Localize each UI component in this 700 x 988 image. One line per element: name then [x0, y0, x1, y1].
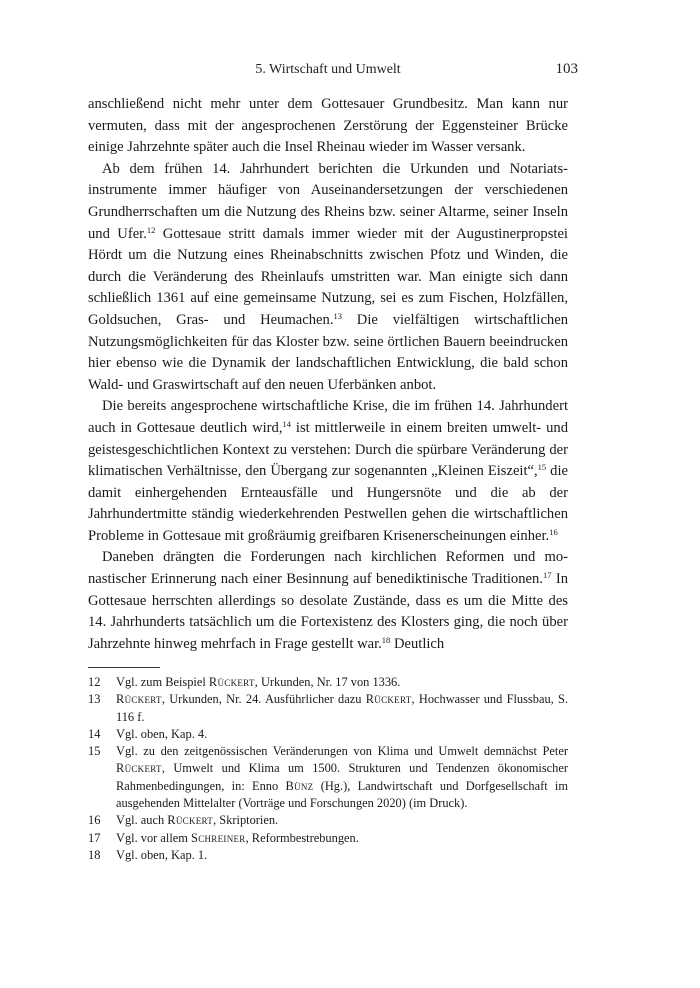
footnote-number: 18	[88, 847, 101, 862]
author-name: Rückert	[116, 692, 162, 707]
text-run: Daneben drängten die Forderungen nach kirchlichen Reformen und monastischer Erinnerung nach einer Besinnung auf benediktinische Traditionen.	[88, 549, 568, 588]
footnote-ref: 12	[146, 224, 156, 235]
footnote-number: 14	[88, 726, 101, 741]
footnote	[88, 830, 568, 847]
footnote	[88, 674, 568, 691]
text-run: anschließend nicht mehr unter dem Gottesauer Grundbesitz. Man kann nur vermuten, dass mit der angesprochenen Zerstörung der Eggensteiner Brücke einige Jahrzehnte später auch die Insel Rheinau wieder im Wasser versank.	[88, 96, 568, 156]
footnote-text	[116, 726, 568, 743]
footnote	[88, 847, 568, 864]
text-run: (Hg.), Landwirtschaft und Dorfgesellschaft im ausgehenden Mittelalter (Vorträge und Forschungen 2020) (im Druck).	[116, 778, 569, 811]
footnote	[88, 691, 568, 726]
text-run: , Reformbestrebungen.	[245, 830, 359, 845]
footnote-divider	[88, 667, 160, 668]
footnote-text	[116, 743, 568, 812]
paragraph	[88, 547, 568, 655]
chapter-title: 5. Wirtschaft und Umwelt	[255, 62, 401, 77]
footnote-text	[116, 830, 568, 847]
author-name: Schreiner	[191, 830, 246, 845]
author-name: Bünz	[285, 778, 314, 793]
text-run: In Gottesaue herrschten allerdings so desolate Zustände, dass es um die Mitte des 14. Jahrhunderts tatsächlich um die Fortexistenz des Klosters ging, die noch über Jahrzehnte hinweg mehrfach in Frage gestellt war.	[88, 571, 568, 652]
paragraph	[88, 94, 568, 159]
text-run: , Hochwasser und Flussbau, S. 116 f.	[116, 692, 569, 724]
text-run: , Umwelt und Klima um 1500. Strukturen und Tendenzen ökonomischer Rahmenbedingungen, in: Enno	[116, 761, 568, 793]
footnote-ref: 17	[542, 570, 552, 581]
page-number: 103	[555, 61, 578, 77]
main-text	[88, 94, 568, 655]
text-run: Ab dem frühen 14. Jahrhundert berichten die Urkunden und Notariatsinstrumente immer häufiger von Auseinandersetzungen der verschiedenen Grundherrschaften um die Nutzung des Rheins bzw. seiner Altarme, seiner Inseln und Ufer.	[88, 160, 568, 242]
footnote-ref: 16	[549, 526, 558, 537]
text-run: , Urkunden, Nr. 24. Ausführlicher dazu	[161, 692, 366, 707]
footnote-number: 13	[88, 692, 101, 707]
text-run: Vgl. oben, Kap. 4.	[116, 726, 208, 741]
footnote	[88, 743, 568, 812]
author-name: Rückert	[116, 761, 162, 776]
footnotes	[88, 674, 568, 864]
footnote-text	[116, 812, 568, 829]
footnote-number: 16	[88, 813, 101, 828]
text-run: Deutlich	[390, 635, 445, 652]
footnote	[88, 726, 568, 743]
text-run: Gottesaue stritt damals immer wieder mit der Augustinerpropstei Hördt um die Nutzung eines Rheinabschnitts zwischen Pfotz und Winden, die durch die Veränderung des Rheinlaufs umstritten war. Man einigte sich dann schließlich 1361 auf eine gemeinsame Nutzung, sei es zum Fischen, Holzfällen, Goldsuchen, Gras- und Heumachen.	[88, 225, 568, 328]
paragraph	[88, 396, 568, 547]
footnote-ref: 15	[537, 462, 547, 473]
footnote-number: 15	[88, 744, 101, 759]
text-run: Vgl. auch	[116, 813, 168, 828]
text-run: Vgl. zum Beispiel	[116, 675, 209, 689]
author-name: Rückert	[208, 675, 255, 689]
footnote-number: 12	[88, 675, 101, 689]
footnote-text	[116, 847, 568, 864]
footnote	[88, 812, 568, 829]
text-run: Die bereits angesprochene wirtschaftliche Krise, die im frühen 14. Jahrhundert auch in Gottesaue deutlich wird,	[88, 398, 568, 436]
footnote-text	[116, 691, 568, 726]
author-name: Rückert	[167, 813, 214, 828]
text-run: die damit einhergehenden Ernteausfälle und Hungersnöte und die ab der Jahrhundertmitte ständig wiederkehrenden Pestwellen gehen die wirtschaftlichen Probleme in Gottesaue mit großräumig greifbaren Krisenerscheinungen einher.	[88, 463, 568, 544]
footnote-ref: 18	[381, 634, 391, 645]
text-run: Vgl. zu den zeitgenössischen Veränderungen von Klima und Umwelt demnächst Peter	[116, 744, 568, 759]
author-name: Rückert	[365, 692, 412, 707]
footnote-number: 17	[88, 830, 101, 845]
text-run: Vgl. oben, Kap. 1.	[116, 847, 208, 862]
text-run: , Skriptorien.	[213, 813, 279, 828]
text-run: ist mittlerweile in einem breiten umwelt- und geistesgeschichtlichen Kontext zu verstehen: Durch die spürbare Veränderung der klimatischen Verhältnisse, den Übergang zur sogenannten „Kleinen Eiszeit“,	[88, 419, 569, 480]
text-run: Die vielfältigen wirtschaftlichen Nutzungsmöglichkeiten für das Kloster bzw. seine örtlichen Bauern beeindrucken hier ebenso wie die Dynamik der landschaftlichen Entwicklung, die bald schon Wald- und Graswirtschaft auf den neuen Uferbänken anbot.	[88, 311, 568, 393]
text-run: Vgl. vor allem	[116, 830, 192, 845]
footnote-ref: 13	[333, 310, 342, 321]
text-run: , Urkunden, Nr. 17 von 1336.	[254, 675, 401, 689]
paragraph	[88, 159, 568, 397]
footnote-ref: 14	[282, 418, 291, 429]
footnote-text	[116, 674, 568, 691]
